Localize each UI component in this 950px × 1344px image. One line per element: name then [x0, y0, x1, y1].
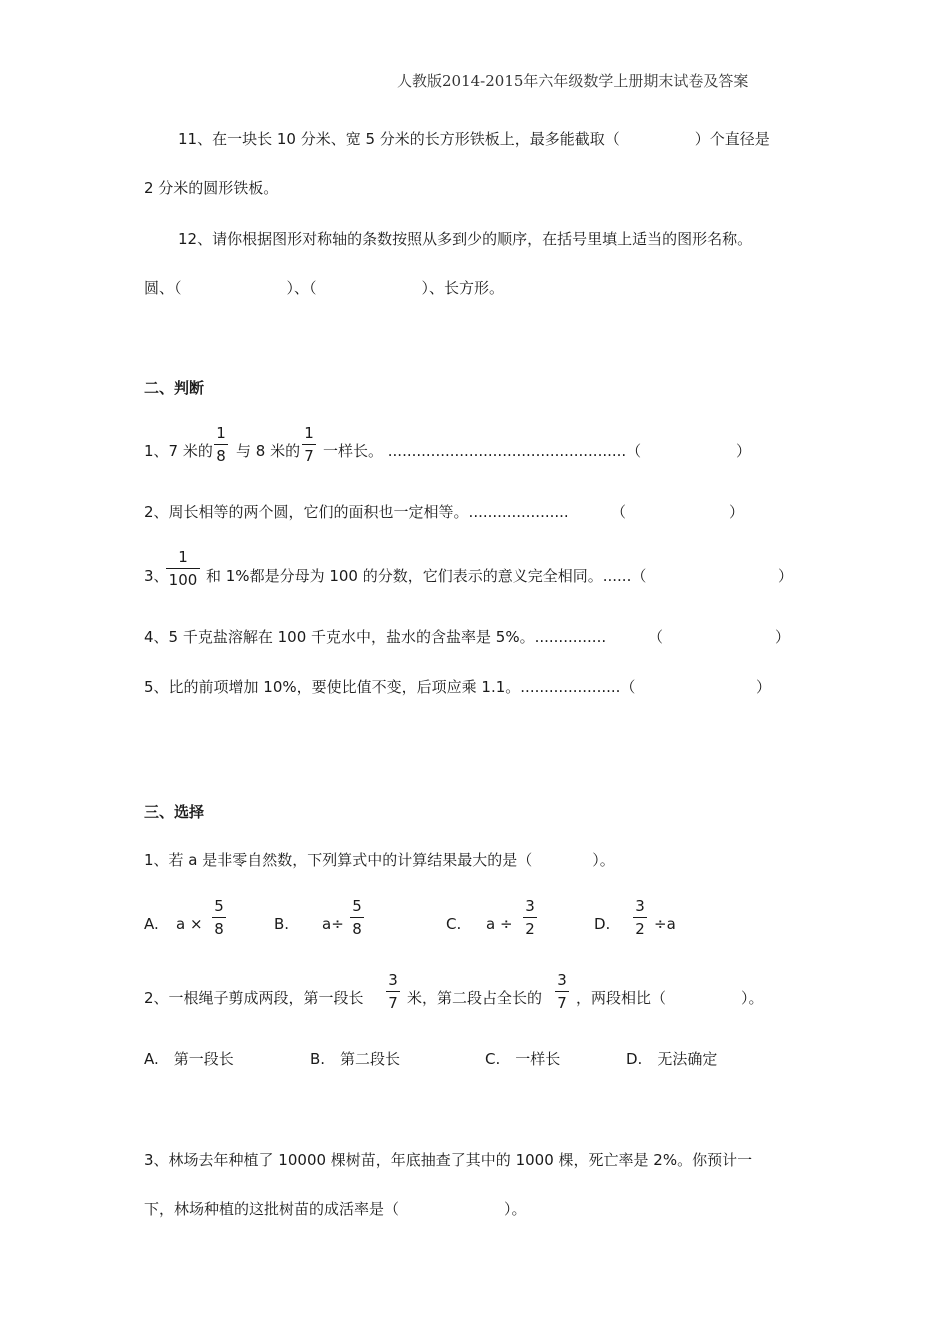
choice-question-3-line1: 3、林场去年种植了 10000 棵树苗，年底抽查了其中的 1000 棵，死亡率是 2%。你预计一	[144, 1151, 753, 1169]
fraction-1-7: 1 7	[302, 424, 316, 465]
fraction-1-8: 1 8	[214, 424, 228, 465]
judge-q1-close: ）	[736, 442, 752, 460]
choice-question-3-line2: 下，林场种植的这批树苗的成活率是（ ）。	[144, 1200, 527, 1218]
judge-q2-open: （	[611, 503, 627, 521]
page-header: 人教版2014-2015年六年级数学上册期末试卷及答案	[397, 72, 749, 90]
choice-q2-option-b: B. 第二段长	[310, 1050, 401, 1068]
judge-q5-text: 5、比的前项增加 10%，要使比值不变，后项应乘 1.1。.....................（	[144, 678, 636, 696]
fraction-5-8-b: 5 8	[350, 897, 364, 938]
judge-q1-suffix: 一样长。 ..................................................（	[323, 442, 642, 460]
fraction-3-2-c: 3 2	[523, 897, 537, 938]
question-12-line1: 12、请你根据图形对称轴的条数按照从多到少的顺序，在括号里填上适当的图形名称。	[178, 230, 753, 248]
fraction-3-2-d: 3 2	[633, 897, 647, 938]
judge-q3-close: ）	[778, 567, 794, 585]
fraction-5-8-a: 5 8	[212, 897, 226, 938]
choice-q2-option-d: D. 无法确定	[626, 1050, 718, 1068]
judge-q4-text: 4、5 千克盐溶解在 100 千克水中，盐水的含盐率是 5%。...............	[144, 628, 607, 646]
question-11-line1: 11、在一块长 10 分米、宽 5 分米的长方形铁板上，最多能截取（ ）个直径是	[178, 130, 770, 148]
choice-q2-option-c: C. 一样长	[485, 1050, 561, 1068]
choice-q2-prefix: 2、一根绳子剪成两段，第一段长	[144, 989, 364, 1007]
fraction-3-7-a: 3 7	[386, 971, 400, 1012]
choice-q2-suffix: ，两段相比（ ）。	[576, 989, 764, 1007]
choice-question-1: 1、若 a 是非零自然数，下列算式中的计算结果最大的是（ ）。	[144, 851, 615, 869]
question-12-line2: 圆、（ ）、（ ）、长方形。	[144, 279, 505, 297]
judge-q1-prefix: 1、7 米的	[144, 442, 213, 460]
judge-q1-mid: 与 8 米的	[236, 442, 301, 460]
question-11-line2: 2 分米的圆形铁板。	[144, 179, 279, 197]
judge-q5-close: ）	[756, 678, 772, 696]
judge-q4-open: （	[648, 628, 664, 646]
choice-q2-mid: 米，第二段占全长的	[407, 989, 543, 1007]
judge-q3-prefix: 3、	[144, 567, 169, 585]
judge-q3-suffix: 和 1%都是分母为 100 的分数，它们表示的意义完全相同。......（	[206, 567, 647, 585]
judge-q2-text: 2、周长相等的两个圆，它们的面积也一定相等。.....................	[144, 503, 569, 521]
judge-q2-close: ）	[729, 503, 745, 521]
section-heading-choice: 三、选择	[144, 803, 205, 821]
section-heading-judge: 二、判断	[144, 379, 205, 397]
choice-q2-option-a: A. 第一段长	[144, 1050, 234, 1068]
fraction-3-7-b: 3 7	[555, 971, 569, 1012]
fraction-1-100: 1 100	[166, 548, 200, 589]
judge-q4-close: ）	[775, 628, 791, 646]
